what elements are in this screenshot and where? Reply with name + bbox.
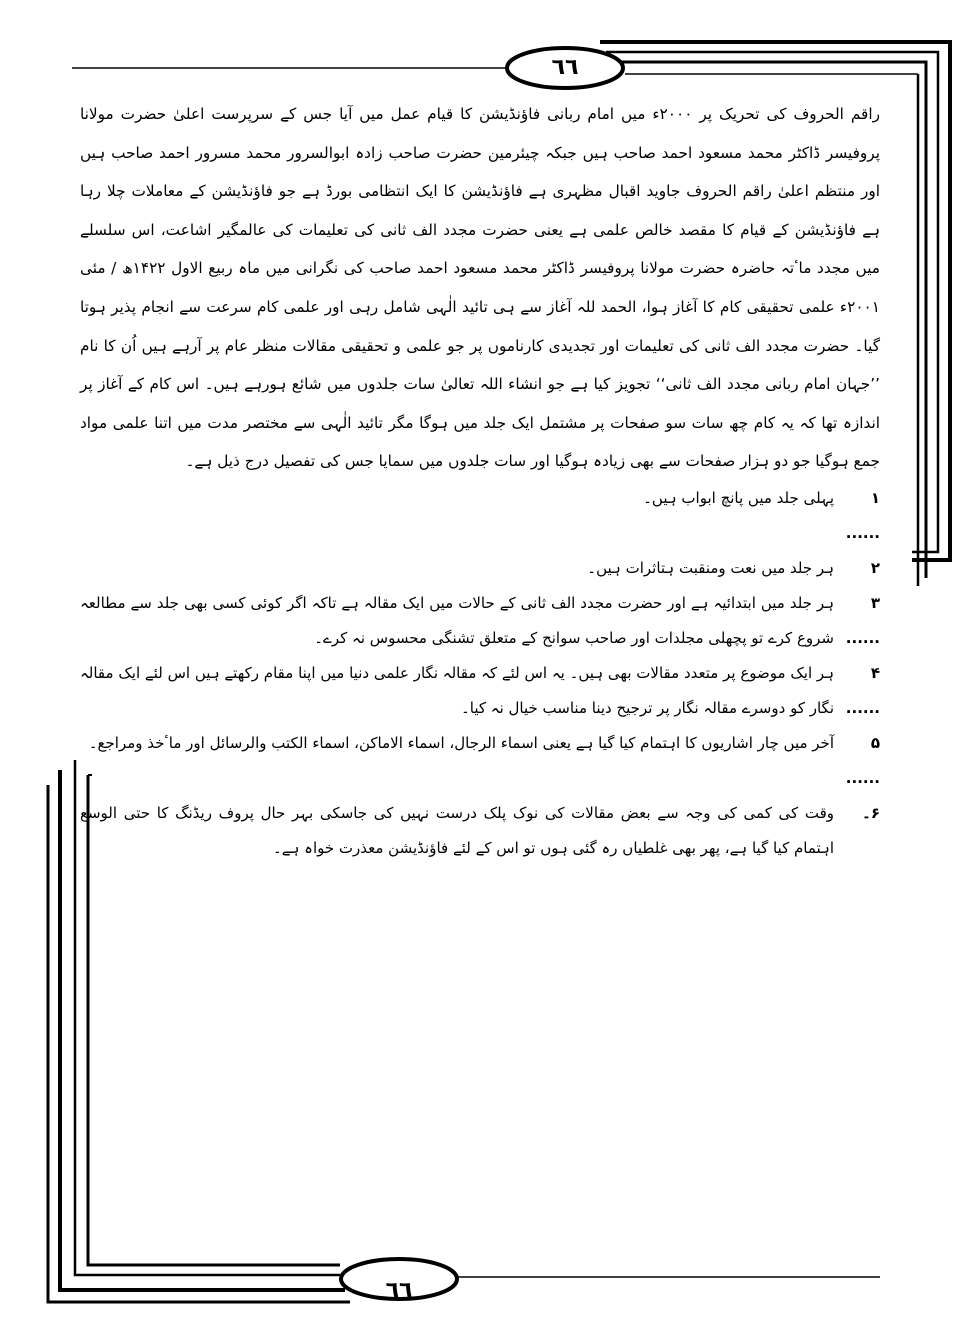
list-item-number: ۴ ...... <box>845 663 880 717</box>
page-number-top: ٦٦ <box>551 55 579 80</box>
details-list <box>80 481 880 866</box>
list-item-text: ہر جلد میں ابتدائیہ ہے اور حضرت مجدد الف ثانی کے حالات میں ایک مقالہ ہے تاکہ اگر کوئی کسی بھی جلد سے مطالعہ شروع کرے تو پچھلی مجلدات اور صاحب سوانح کے متعلق تشنگی محسوس نہ کرے۔ <box>80 593 834 647</box>
list-item <box>80 726 880 796</box>
list-item-text: وقت کی کمی کی وجہ سے بعض مقالات کی نوک پلک درست نہیں کی جاسکی بہر حال پروف ریڈنگ کا حتی الوسع اہتمام کیا گیا ہے، پھر بھی غلطیاں رہ گئی ہوں تو اس کے لئے فاؤنڈیشن معذرت خواہ ہے۔ <box>80 803 834 857</box>
list-item-text: ہر جلد میں نعت ومنقبت ہتاثرات ہیں۔ <box>587 558 834 577</box>
list-item <box>80 796 880 866</box>
list-item-text: آخر میں چار اشاریوں کا اہتمام کیا گیا ہے یعنی اسماء الرجال، اسماء الاماکن، اسماء الکتب والرسائل اور ماٴخذ ومراجع۔ <box>88 733 834 752</box>
list-item <box>80 481 880 551</box>
intro-paragraph: راقم الحروف کی تحریک پر ۲۰۰۰ء میں امام ربانی فاؤنڈیشن کا قیام عمل میں آیا جس کے سرپرست اعلیٰ حضرت مولانا پروفیسر ڈاکٹر محمد مسعود احمد صاحب ہیں جبکہ چیئرمین حضرت صاحب زادہ ابوالسرور محمد مسرور احمد صاحب ہیں اور منتظم اعلیٰ راقم الحروف جاوید اقبال مظہری ہے فاؤنڈیشن کا ایک انتظامی بورڈ ہے جو فاؤنڈیشن کے معاملات چلا رہا ہے فاؤنڈیشن کے قیام کا مقصد خالص علمی ہے یعنی حضرت مجدد الف ثانی کی تعلیمات کی عالمگیر اشاعت، اس سلسلے میں مجدد ماٴتہ حاضرہ حضرت مولانا پروفیسر ڈاکٹر محمد مسعود احمد صاحب کی نگرانی میں ماہ ربیع الاول ۱۴۲۲ھ / مئی ۲۰۰۱ء علمی تحقیقی کام کا آغاز ہوا، الحمد للہ آغاز سے ہی تائید الٰہی شامل رہی اور علمی کام سرعت سے انجام پذیر ہوتا گیا۔ حضرت مجدد الف ثانی کی تعلیمات اور تجدیدی کارناموں پر جو علمی و تحقیقی مقالات منظر عام پر آرہے ہیں اُن کا نام ’’جہان امام ربانی مجدد الف ثانی‘‘ تجویز کیا ہے جو انشاء اللہ تعالیٰ سات جلدوں میں شائع ہورہے ہیں۔ اس کام کے آغاز پر اندازہ تھا کہ یہ کام چھ سات سو صفحات پر مشتمل ایک جلد میں ہوگا مگر تائید الٰہی سے مختصر مدت میں اتنا علمی مواد جمع ہوگیا جو دو ہزار صفحات سے بھی زیادہ ہوگیا اور سات جلدوں میں سمایا جس کی تفصیل درج ذیل ہے۔ <box>80 105 881 471</box>
list-item-number: ۳ ...... <box>845 593 880 647</box>
list-item-number: ۵ ...... <box>845 733 880 787</box>
list-item-number: ۲ <box>870 558 880 577</box>
list-item <box>80 656 880 726</box>
list-item <box>80 586 880 656</box>
list-item-number: ۶۔ <box>862 803 880 822</box>
list-item-text: پہلی جلد میں پانچ ابواب ہیں۔ <box>643 488 834 507</box>
list-item <box>80 551 880 586</box>
list-item-number: ۱ ...... <box>845 488 880 542</box>
page-number-bottom: ٦٦ <box>385 1278 413 1303</box>
urdu-text-body <box>80 95 880 866</box>
list-item-text: ہر ایک موضوع پر متعدد مقالات بھی ہیں۔ یہ اس لئے کہ مقالہ نگار علمی دنیا میں اپنا مقام رکھتے ہیں اس لئے ایک مقالہ نگار کو دوسرے مقالہ نگار پر ترجیح دینا مناسب خیال نہ کیا۔ <box>80 663 834 717</box>
